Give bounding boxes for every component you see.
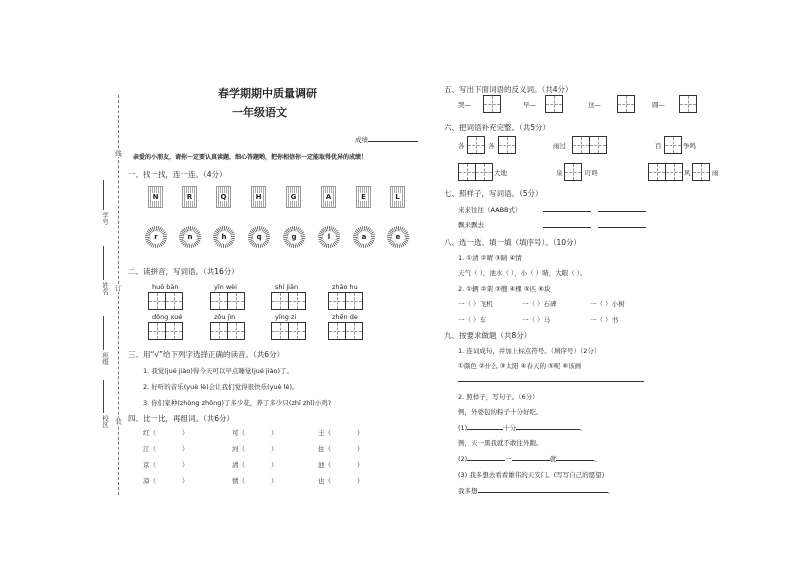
sun-letter: e — [387, 226, 409, 248]
word-pair: 红（ ） — [143, 429, 189, 437]
choice-list: ①颜色 ②什么 ③太阳 ④春天的 ⑤呢 ⑥该画 — [458, 362, 582, 370]
margin-underline — [103, 316, 104, 350]
letter-card: E — [356, 186, 371, 208]
margin-underline — [103, 180, 104, 210]
margin-underline — [103, 380, 104, 413]
fill-item: 一（ ）书 — [590, 316, 619, 324]
answer-line[interactable] — [543, 211, 591, 212]
fill-item: 一（ ）小树 — [590, 300, 625, 308]
idiom-char: 大地 — [494, 169, 507, 177]
section-6-title: 六、把词语补充完整。（共5分） — [444, 123, 551, 132]
antonym-word: 早— — [523, 101, 536, 109]
idiom-char: 泉 — [556, 169, 563, 177]
letter-card: Q — [216, 186, 231, 208]
example-word: 来来往往（AABB式） — [458, 206, 522, 214]
word-pair: 江（ ） — [143, 445, 189, 453]
char-grid[interactable] — [498, 136, 516, 154]
letter-card: R — [182, 186, 197, 208]
char-grid[interactable] — [148, 322, 183, 340]
char-grid[interactable] — [545, 95, 563, 113]
section-7-title: 七、照样子，写词语。（5分） — [444, 189, 543, 198]
sun-letter: r — [145, 226, 167, 248]
word-pair: 河（ ） — [232, 445, 278, 453]
sun-letter: q — [248, 226, 270, 248]
fill-sentence: 天气（ ），池水（ ），小（ ）睛，大眼（ ）。 — [458, 269, 587, 277]
char-grid[interactable] — [210, 322, 245, 340]
question-item: 2. 照样子，写句子。（6分） — [458, 393, 539, 401]
score-label: 成绩 — [355, 135, 418, 144]
margin-label-id: 学号 — [101, 212, 109, 225]
example-word: 飘来飘去 — [458, 221, 484, 229]
letter-card: N — [148, 186, 163, 208]
pinyin: zhǎo hu — [332, 283, 358, 291]
char-grid[interactable] — [210, 292, 245, 310]
char-grid[interactable] — [458, 163, 493, 181]
letter-card: H — [251, 186, 266, 208]
char-grid[interactable] — [648, 163, 683, 181]
margin-cut-bind: 订 — [114, 285, 122, 292]
fill-item: 一（ ）马 — [522, 316, 551, 324]
word-pair: 情（ ） — [232, 477, 278, 485]
letter-card: A — [321, 186, 336, 208]
idiom-char: 各 — [458, 142, 465, 150]
margin-label-campus: 校区 — [101, 415, 109, 428]
antonym-word: 哭— — [458, 101, 471, 109]
section-4-title: 四、比一比，再组词。（共6分） — [128, 414, 235, 423]
idiom-char: 各 — [488, 142, 495, 150]
char-grid[interactable] — [617, 95, 635, 113]
answer-line[interactable] — [598, 227, 646, 228]
char-grid[interactable] — [572, 136, 607, 154]
pinyin: zhēn de — [332, 313, 358, 321]
choice-list: 2. ①辆 ②架 ③艘 ④棵 ⑤匹 ⑥块 — [458, 285, 551, 293]
char-grid[interactable] — [148, 292, 183, 310]
word-pair: 住（ ） — [318, 445, 364, 453]
word-pair: 王（ ） — [318, 429, 364, 437]
section-3-title: 三、用“√”给下列字选择正确的读音。（共6分） — [128, 350, 285, 359]
question-item: 1. 我觉(jué jiào)得今天可以早点睡觉(jué jiào)了。 — [143, 367, 294, 375]
section-1-title: 一、找一找，连一连。（4分） — [128, 170, 227, 179]
idiom-char: 雨过 — [553, 142, 566, 150]
fill-sentence: (2) 一 就 。 — [458, 455, 601, 463]
word-pair: 凉（ ） — [143, 477, 189, 485]
antonym-word: 圆— — [652, 101, 665, 109]
char-grid[interactable] — [467, 136, 485, 154]
section-9-title: 九、按要求做题（共8分） — [444, 331, 532, 340]
sun-letter: g — [283, 226, 305, 248]
char-grid[interactable] — [271, 322, 306, 340]
answer-line[interactable] — [458, 381, 644, 382]
fill-sentence: 我多想 。 — [458, 487, 614, 495]
section-8-title: 八、选一选、填一填（填序号）。（10分） — [444, 238, 582, 247]
char-grid[interactable] — [564, 163, 582, 181]
example-sentence: 例，天一黑我就不敢往外跑。 — [458, 439, 543, 447]
char-grid[interactable] — [271, 292, 306, 310]
section-5-title: 五、写出下面词语的反义词。（共4分） — [444, 85, 573, 94]
char-grid[interactable] — [692, 163, 710, 181]
char-grid[interactable] — [664, 136, 682, 154]
margin-label-class: 班级 — [101, 352, 109, 365]
sun-letter: a — [353, 226, 375, 248]
pinyin: yǐng zi — [275, 313, 297, 321]
sun-letter: h — [213, 226, 235, 248]
question-item: 2. 好听的音乐(yuè lè)会让我们觉得很快乐(yuè lè)。 — [143, 383, 299, 391]
margin-cut-staple: 装 — [114, 418, 122, 425]
char-grid[interactable] — [483, 95, 501, 113]
word-pair: 也（ ） — [318, 477, 364, 485]
pinyin: shí jiān — [275, 283, 299, 291]
margin-cut-line: 线 — [114, 150, 122, 157]
letter-card: L — [390, 186, 405, 208]
word-pair: 京（ ） — [143, 461, 189, 469]
question-item: 3. 你们家种(zhòng zhǒng)了多少花，养了多少只(zhī zhǐ)小鸡? — [143, 399, 332, 407]
fill-item: 一（ ）石碑 — [522, 300, 557, 308]
word-pair: 可（ ） — [232, 429, 278, 437]
idiom-char: 争鸣 — [683, 142, 696, 150]
exam-subtitle: 一年级语文 — [232, 106, 287, 119]
sun-letter: l — [318, 226, 340, 248]
sun-letter: n — [179, 226, 201, 248]
idiom-char: 风 — [684, 169, 691, 177]
fill-item: 一（ ）飞机 — [458, 300, 493, 308]
choice-list: 1. ①清 ②晴 ③睛 ④情 — [458, 254, 522, 262]
letter-card: G — [286, 186, 301, 208]
intro-text: 亲爱的小朋友，请你一定要认真读题，细心答题哟，把你相信你一定能取得优异的成绩！ — [133, 154, 368, 161]
fill-sentence: (1) 十分 。 — [458, 424, 587, 432]
margin-label-name: 姓名 — [101, 282, 109, 295]
word-pair: 清（ ） — [232, 461, 278, 469]
char-grid[interactable] — [328, 292, 363, 310]
word-pair: 池（ ） — [318, 461, 364, 469]
antonym-word: 这— — [588, 101, 601, 109]
char-grid[interactable] — [328, 322, 363, 340]
pinyin: huǒ bàn — [152, 283, 179, 291]
question-item: (3) 我多想去看看雄伟的天安门。(写写自己的愿望) — [458, 471, 605, 479]
example-sentence: 例，外婆包的粽子十分好吃。 — [458, 408, 543, 416]
idiom-char: 百 — [655, 142, 662, 150]
idiom-char: 雨 — [712, 169, 719, 177]
pinyin: dōng xué — [152, 313, 183, 321]
exam-title: 春学期期中质量调研 — [218, 87, 317, 100]
answer-line[interactable] — [598, 211, 646, 212]
section-2-title: 二、读拼音，写词语。（共16分） — [128, 267, 239, 276]
pinyin: yīn wèi — [214, 283, 237, 291]
idiom-char: 叮咚 — [585, 169, 598, 177]
char-grid[interactable] — [679, 95, 697, 113]
answer-line[interactable] — [543, 227, 591, 228]
fill-item: 一（ ）车 — [458, 316, 487, 324]
pinyin: zǒu jìn — [214, 313, 236, 321]
question-item: 1. 连词成句，并加上标点符号。（填序号）（2分） — [458, 347, 601, 355]
margin-underline — [103, 246, 104, 280]
